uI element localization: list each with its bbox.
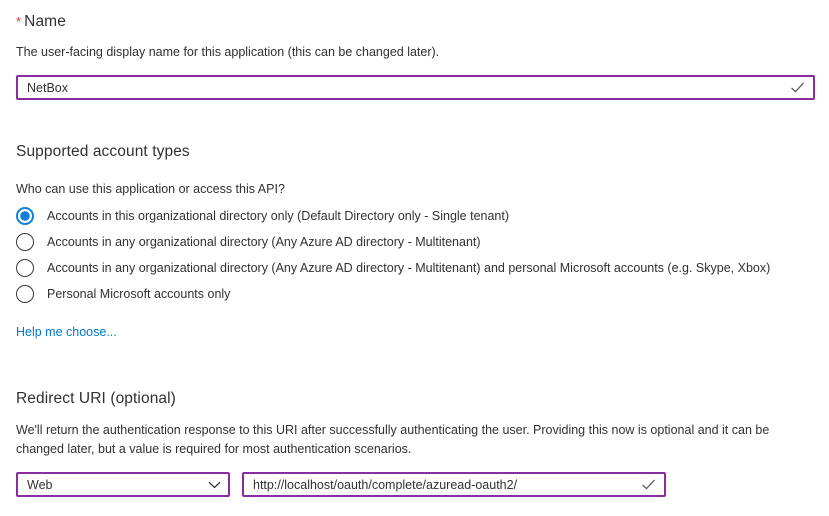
name-input[interactable] bbox=[16, 75, 815, 100]
account-types-heading: Supported account types bbox=[16, 143, 190, 160]
name-label: Name bbox=[24, 13, 66, 30]
redirect-uri-input-container bbox=[242, 472, 666, 497]
account-types-radio-group bbox=[16, 203, 815, 307]
required-asterisk: * bbox=[16, 14, 22, 29]
account-type-option-single-tenant[interactable] bbox=[16, 203, 815, 229]
redirect-uri-input[interactable] bbox=[242, 472, 666, 497]
account-types-question: Who can use this application or access this API? bbox=[16, 182, 285, 196]
redirect-uri-description: We'll return the authentication response to this URI after successfully authenticating the user. Providing this now is optional and it can be changed later, but a value is required for most authentication scenarios. bbox=[16, 423, 770, 456]
account-type-radio[interactable] bbox=[16, 285, 34, 303]
account-type-radio[interactable] bbox=[16, 233, 34, 251]
account-type-radio[interactable] bbox=[16, 259, 34, 277]
help-me-choose-link[interactable]: Help me choose... bbox=[16, 325, 117, 339]
platform-select-container bbox=[16, 472, 230, 497]
name-input-container bbox=[16, 75, 815, 100]
name-section-label bbox=[16, 12, 815, 32]
redirect-uri-heading: Redirect URI (optional) bbox=[16, 390, 176, 407]
account-type-option-label: Personal Microsoft accounts only bbox=[47, 287, 231, 301]
name-hint-text: The user-facing display name for this application (this can be changed later). bbox=[16, 45, 440, 59]
account-type-option-multitenant-personal[interactable] bbox=[16, 255, 815, 281]
redirect-uri-controls bbox=[16, 472, 815, 497]
account-type-option-label: Accounts in any organizational directory (Any Azure AD directory - Multitenant) bbox=[47, 235, 481, 249]
account-type-option-personal-only[interactable] bbox=[16, 281, 815, 307]
account-type-option-multitenant[interactable] bbox=[16, 229, 815, 255]
account-type-radio[interactable] bbox=[16, 207, 34, 225]
account-type-option-label: Accounts in any organizational directory (Any Azure AD directory - Multitenant) and personal Microsoft accounts (e.g. Skype, Xbox) bbox=[47, 261, 771, 275]
account-type-option-label: Accounts in this organizational directory only (Default Directory only - Single tenant) bbox=[47, 209, 510, 223]
platform-select[interactable] bbox=[16, 472, 230, 497]
